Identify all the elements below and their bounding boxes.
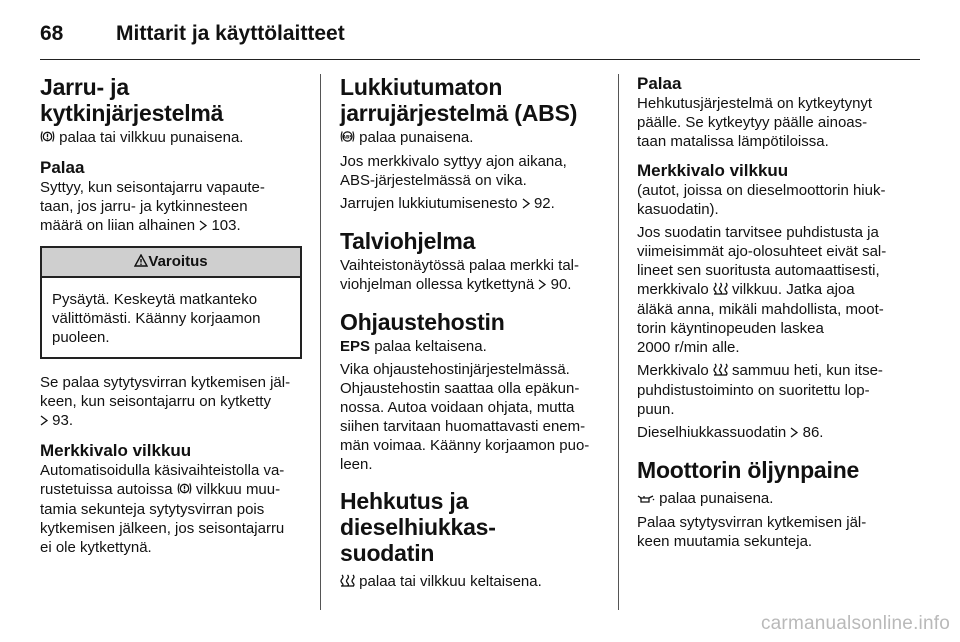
glow-plug-icon (713, 281, 728, 300)
palaa-text: Syttyy, kun seisontajarru vapaute- taan, jos jarru- ja kytkinnesteen määrä on liian alhainen 103. (40, 179, 265, 234)
dpf-reference-line: Dieselhiukkassuodatin 86. (637, 424, 824, 441)
glow-blink-text-1: (autot, joissa on dieselmoottorin hiuk- kasuodatin). (637, 182, 886, 218)
chapter-title: Mittarit ja käyttölaitteet (116, 22, 345, 45)
section-title-oil: Moottorin öljynpaine (637, 457, 860, 483)
abs-text-2: Jarrujen lukkiutumisenesto 92. (340, 195, 555, 212)
subtitle-palaa: Palaa (40, 158, 85, 177)
steering-text: Vika ohjaustehostinjärjestelmässä. Ohjaustehostin saattaa olla epäkun- nossa. Autoa voidaan ohjata, mutta siihen tarvitaan huomattavasti enem- män voimaa. Käänny korjaamon puo- leen. (340, 361, 590, 473)
svg-text:ABS: ABS (342, 135, 353, 141)
blink-text: Automatisoidulla käsivaihteistolla va- rustetuissa autoissa vilkkuu muu- tamia sekunteja sytytysvirran pois kytkemisen jälkeen, jos seisontajarru ei ole kytkettynä. (40, 462, 285, 556)
column-2 (340, 74, 604, 596)
header-rule (40, 59, 920, 60)
page-number: 68 (40, 22, 64, 45)
eps-line: EPS palaa keltaisena. (340, 338, 487, 355)
warning-text: Pysäytä. Keskeytä matkanteko välittömästi. Käänny korjaamon puoleen. (52, 291, 261, 346)
warning-header (42, 248, 300, 278)
brake-after-text: Se palaa sytytysvirran kytkemisen jäl- keen, kun seisontajarru on kytketty 93. (40, 374, 291, 429)
oil-text: Palaa sytytysvirran kytkemisen jäl- keen muutamia sekunteja. (637, 514, 867, 550)
brake-icon-line: palaa tai vilkkuu punaisena. (40, 128, 302, 148)
warning-triangle-icon (134, 249, 148, 277)
section-title-winter: Talviohjelma (340, 228, 476, 254)
oil-can-icon (637, 490, 655, 509)
page-header (40, 14, 920, 54)
eps-icon: EPS (340, 338, 371, 355)
column-3 (637, 74, 907, 555)
glow-blink-text-3: Merkkivalo sammuu heti, kun itse- puhdistustoiminto on suoritettu lop- puun. (637, 362, 883, 418)
page-reference[interactable]: 93. (52, 412, 74, 429)
page-reference-arrow-icon (199, 217, 207, 236)
page-reference[interactable]: 86. (802, 424, 824, 441)
page-reference[interactable]: 90. (550, 276, 572, 293)
oil-icon-line: palaa punaisena. (637, 489, 907, 509)
glow-palaa-text: Hehkutusjärjestelmä on kytkeytynyt päälle. Se kytkeytyy päälle ainoas- taan matalissa lämpötiloissa. (637, 95, 873, 150)
abs-icon-line: ABS palaa punaisena. (340, 128, 604, 148)
page-reference-arrow-icon (522, 195, 530, 214)
section-title-abs: Lukkiutumaton jarrujärjestelmä (ABS) (340, 74, 578, 126)
winter-text: Vaihteistonäytössä palaa merkki tal- viohjelman ollessa kytkettynä 90. (340, 257, 580, 293)
warning-title: Varoitus (148, 253, 208, 270)
page-reference[interactable]: 92. (533, 195, 555, 212)
glow-plug-icon (340, 573, 355, 592)
section-title-brake: Jarru- ja kytkinjärjestelmä (40, 74, 224, 126)
abs-text-1: Jos merkkivalo syttyy ajon aikana, ABS-järjestelmässä on vika. (340, 153, 567, 189)
section-title-glow: Hehkutus ja dieselhiukkas- suodatin (340, 488, 496, 566)
page-reference-arrow-icon (790, 424, 798, 443)
subtitle-glow-palaa: Palaa (637, 74, 682, 93)
abs-icon (340, 129, 355, 148)
page-reference-arrow-icon (40, 412, 48, 431)
brake-warning-icon (177, 481, 192, 500)
page-reference-arrow-icon (538, 276, 546, 295)
column-divider-1 (320, 74, 321, 610)
warning-box (40, 246, 302, 359)
glow-blink-text-2: Jos suodatin tarvitsee puhdistusta ja viimeisimmät ajo-olosuhteet eivät sal- lineet sen suoritusta automaattisesti, merkkivalo vilkkuu. Jatka ajoa äläkä anna, mikäli mahdollista, moot- torin käyntinopeuden laskea 2000 r/min alle. (637, 224, 887, 356)
glow-plug-icon (713, 362, 728, 381)
brake-warning-icon (40, 129, 55, 148)
subtitle-glow-blink: Merkkivalo vilkkuu (637, 161, 789, 180)
subtitle-blinks: Merkkivalo vilkkuu (40, 441, 192, 460)
page-reference[interactable]: 103. (211, 217, 241, 234)
watermark: carmanualsonline.info (760, 613, 950, 634)
section-title-steering: Ohjaustehostin (340, 309, 505, 335)
column-divider-2 (618, 74, 619, 610)
column-1 (40, 74, 302, 561)
glow-icon-line: palaa tai vilkkuu keltaisena. (340, 572, 604, 592)
